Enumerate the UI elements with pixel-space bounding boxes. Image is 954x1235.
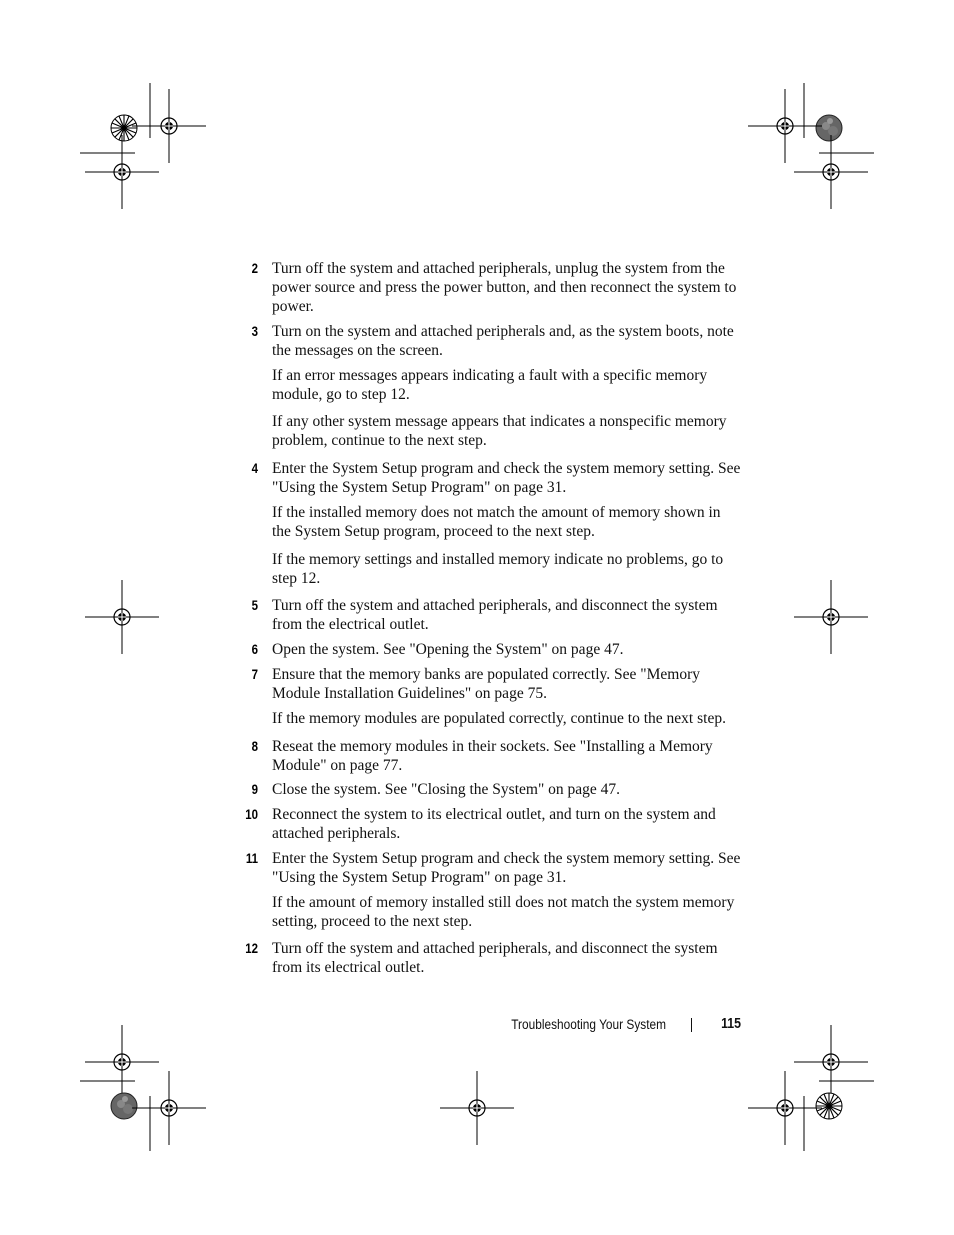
step-text: Reseat the memory modules in their sockets. See "Installing a Memory Module" on page 77. — [272, 738, 713, 774]
step-number: 11 — [245, 850, 258, 866]
step-3-note-other: If any other system message appears that indicates a nonspecific memory problem, continue to the next step. — [272, 413, 727, 449]
step-3-note-error: If an error messages appears indicating a fault with a specific memory module, go to step 12. — [272, 367, 708, 403]
step-text: Ensure that the memory banks are populated correctly. See "Memory Module Installation Guidelines" on page 75. — [272, 666, 700, 702]
step-number: 3 — [251, 323, 258, 339]
footer-divider — [691, 1018, 692, 1032]
step-text: Reconnect the system to its electrical outlet, and turn on the system and attached peripherals. — [272, 806, 716, 842]
step-4-note-mismatch: If the installed memory does not match the amount of memory shown in the System Setup program, proceed to the next step. — [272, 504, 721, 540]
step-text: Open the system. See "Opening the System" on page 47. — [272, 641, 624, 658]
step-number: 12 — [245, 940, 258, 956]
step-number: 4 — [251, 460, 258, 476]
step-number: 7 — [251, 666, 258, 682]
step-text: Turn off the system and attached peripherals, and disconnect the system from its electrical outlet. — [272, 940, 718, 976]
step-number: 6 — [251, 641, 258, 657]
step-text: Turn off the system and attached peripherals, and disconnect the system from the electrical outlet. — [272, 597, 718, 633]
step-11-note: If the amount of memory installed still does not match the system memory setting, proceed to the next step. — [272, 894, 735, 930]
step-7-note: If the memory modules are populated correctly, continue to the next step. — [272, 710, 726, 727]
step-number: 2 — [251, 260, 258, 276]
step-text: Turn on the system and attached peripherals and, as the system boots, note the messages on the screen. — [272, 323, 734, 359]
footer-page-number: 115 — [721, 1016, 741, 1032]
footer-section-title: Troubleshooting Your System — [511, 1017, 666, 1032]
step-number: 8 — [251, 738, 258, 754]
step-text: Close the system. See "Closing the System" on page 47. — [272, 781, 621, 798]
step-text: Enter the System Setup program and check the system memory setting. See "Using the System Setup Program" on page 31. — [272, 850, 741, 886]
step-number: 9 — [251, 781, 258, 797]
step-number: 10 — [245, 806, 258, 822]
step-text: Enter the System Setup program and check the system memory setting. See "Using the System Setup Program" on page 31. — [272, 460, 741, 496]
step-4-note-ok: If the memory settings and installed memory indicate no problems, go to step 12. — [272, 551, 724, 587]
step-number: 5 — [251, 597, 258, 613]
step-text: Turn off the system and attached peripherals, unplug the system from the power source and press the power button, and then reconnect the system to power. — [272, 260, 737, 315]
